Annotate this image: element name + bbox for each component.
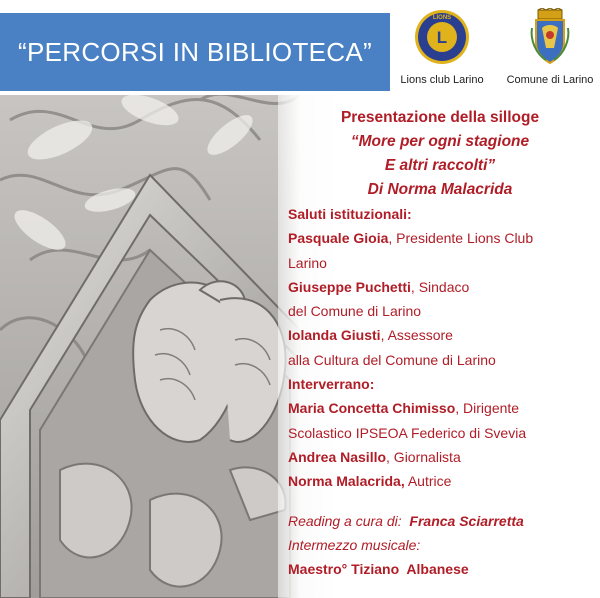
- title-banner: [0, 13, 390, 91]
- headline-line-2: “More per ogni stagione: [350, 133, 530, 150]
- invitation-text: [288, 106, 600, 581]
- event-title: “PERCORSI IN BIBLIOTECA”: [18, 36, 372, 67]
- saluti-speaker-2-role: del Comune di Larino: [288, 303, 422, 320]
- spacer: [288, 494, 600, 509]
- svg-text:LIONS: LIONS: [432, 15, 452, 21]
- saluti-speaker-1: Pasquale Gioia, Presidente Lions Club: [288, 230, 534, 247]
- music-credit: Maestro° Tiziano Albanese: [288, 561, 469, 578]
- comune-logo: [500, 8, 600, 86]
- saluti-speaker-3-role: alla Cultura del Comune di Larino: [288, 351, 496, 368]
- saluti-speaker-1-role: Larino: [288, 254, 327, 271]
- headline-line-1: Presentazione della silloge: [340, 109, 540, 126]
- comune-caption: Comune di Larino: [506, 74, 594, 86]
- reading-credit: Reading a cura di: Franca Sciarretta: [288, 512, 524, 529]
- svg-text:L: L: [436, 28, 448, 47]
- saluti-speaker-2: Giuseppe Puchetti, Sindaco: [288, 278, 470, 295]
- music-label: Intermezzo musicale:: [288, 536, 421, 553]
- lions-emblem-icon: [410, 8, 474, 66]
- interventi-speaker-1-role: Scolastico IPSEOA Federico di Svevia: [288, 424, 527, 441]
- interventi-speaker-1: Maria Concetta Chimisso, Dirigente: [288, 400, 520, 417]
- lions-club-logo: [392, 8, 492, 86]
- headline-line-4: Di Norma Malacrida: [367, 181, 513, 198]
- lions-caption: Lions club Larino: [400, 74, 484, 86]
- interventi-heading: Interverrano:: [288, 376, 375, 393]
- interventi-speaker-3: Norma Malacrida, Autrice: [288, 473, 452, 490]
- headline-line-3: E altri raccolti”: [384, 157, 496, 174]
- saluti-speaker-3: Iolanda Giusti, Assessore: [288, 327, 453, 344]
- municipal-crest-icon: [528, 8, 572, 66]
- saluti-heading: Saluti istituzionali:: [288, 206, 412, 222]
- interventi-speaker-2: Andrea Nasillo, Giornalista: [288, 448, 461, 465]
